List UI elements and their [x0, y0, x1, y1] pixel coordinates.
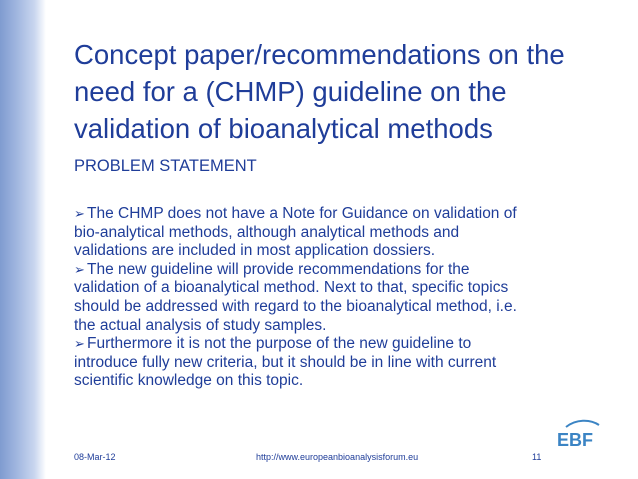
bullet-line: introduce fully new criteria, but it should be in line with current [74, 353, 497, 371]
bullet-line: bio-analytical methods, although analytical methods and [74, 223, 460, 241]
title-line: Concept paper/recommendations on the [74, 39, 565, 70]
ebf-logo [556, 419, 600, 449]
bullet-line: the actual analysis of study samples. [74, 316, 327, 334]
slide-title [74, 36, 614, 147]
logo-text: EBF [557, 430, 593, 449]
section-heading: PROBLEM STATEMENT [74, 157, 257, 175]
bullet-line: validation of a bioanalytical method. Next to that, specific topics [74, 279, 509, 297]
bullet-item [74, 261, 604, 335]
footer-date: 08-Mar-12 [74, 452, 116, 462]
bullet-line: The new guideline will provide recommendations for the [87, 260, 470, 278]
bullet-line: scientific knowledge on this topic. [74, 372, 304, 390]
arrow-bullet-icon: ➢ [74, 336, 85, 352]
bullet-item [74, 205, 604, 261]
title-line: need for a (CHMP) guideline on the [74, 76, 507, 107]
footer-url: http://www.europeanbioanalysisforum.eu [256, 452, 419, 462]
bullet-item [74, 335, 604, 391]
bullet-line: The CHMP does not have a Note for Guidance on validation of [87, 205, 517, 222]
bullet-line: should be addressed with regard to the bioanalytical method, i.e. [74, 297, 517, 315]
arrow-bullet-icon: ➢ [74, 261, 85, 277]
arrow-bullet-icon: ➢ [74, 206, 85, 221]
bullet-line: validations are included in most application dossiers. [74, 242, 436, 260]
left-gradient-bar [0, 0, 46, 479]
footer-page-number: 11 [532, 452, 542, 462]
bullet-list [74, 205, 604, 391]
title-line: validation of bioanalytical methods [74, 113, 493, 144]
bullet-line: Furthermore it is not the purpose of the new guideline to [87, 335, 472, 353]
